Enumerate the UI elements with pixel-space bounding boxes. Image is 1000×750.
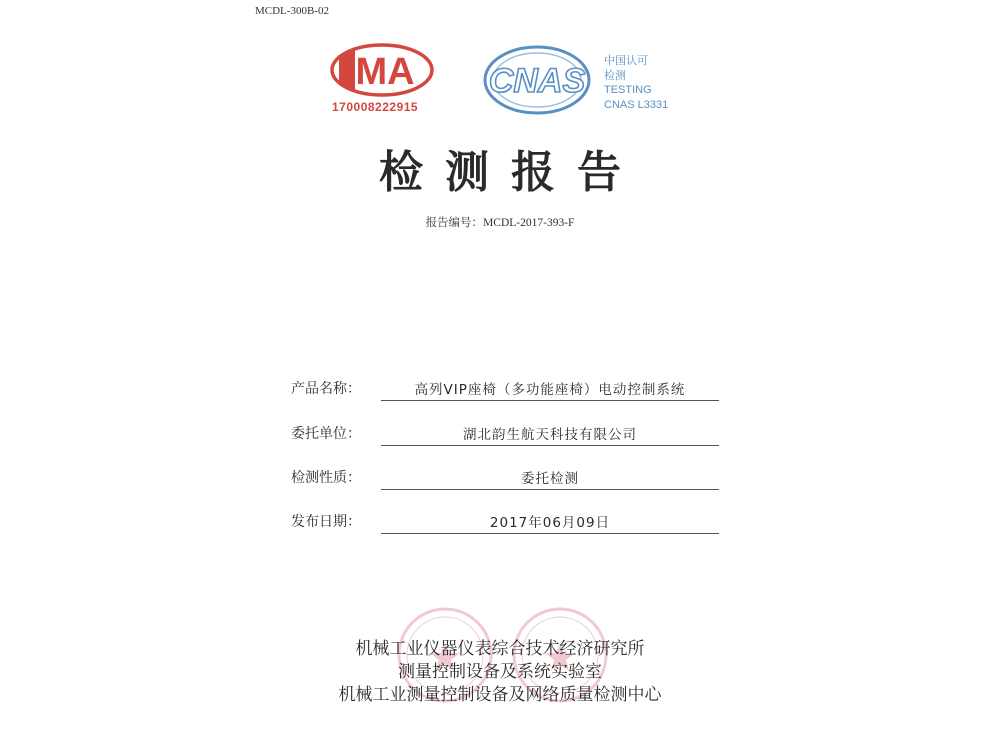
field-issue-date	[291, 511, 721, 535]
field-label: 委托单位：	[291, 426, 361, 442]
cnas-side-line: CNAS L3331	[604, 98, 669, 111]
field-value: 湖北韵生航天科技有限公司	[463, 427, 637, 443]
cnas-side-line: 检测	[604, 69, 626, 82]
cnas-side-text	[604, 54, 668, 112]
issuer-line: 机械工业测量控制设备及网络质量检测中心	[338, 685, 662, 705]
form-code: MCDL-300B-02	[255, 5, 329, 17]
issuer-line: 测量控制设备及系统实验室	[398, 662, 602, 682]
report-number	[0, 214, 1000, 230]
field-underline	[381, 400, 719, 401]
field-value: 2017年06月09日	[489, 515, 611, 531]
field-value: 高列VIP座椅（多功能座椅）电动控制系统	[414, 382, 686, 398]
cma-logo-text: MA	[355, 51, 415, 93]
field-value: 委托检测	[521, 471, 579, 487]
report-title: 检测报告	[379, 147, 643, 198]
field-underline	[381, 489, 719, 490]
cnas-side-line: TESTING	[604, 84, 652, 96]
field-test-type	[291, 467, 721, 491]
field-label: 发布日期：	[291, 514, 361, 530]
field-label: 检测性质：	[291, 470, 361, 486]
field-label: 产品名称：	[291, 381, 361, 397]
field-underline	[381, 533, 719, 534]
report-number-value: MCDL-2017-393-F	[483, 217, 575, 229]
cnas-logo	[478, 40, 596, 120]
issuer-line: 机械工业仪器仪表综合技术经济研究所	[355, 639, 645, 659]
field-product-name	[291, 378, 721, 402]
cma-number: 170008222915	[332, 100, 419, 114]
field-underline	[381, 445, 719, 446]
field-client	[291, 423, 721, 447]
report-number-label: 报告编号：	[425, 215, 484, 229]
cnas-side-line: 中国认可	[604, 55, 648, 67]
cnas-logo-text: CNAS	[488, 62, 586, 100]
